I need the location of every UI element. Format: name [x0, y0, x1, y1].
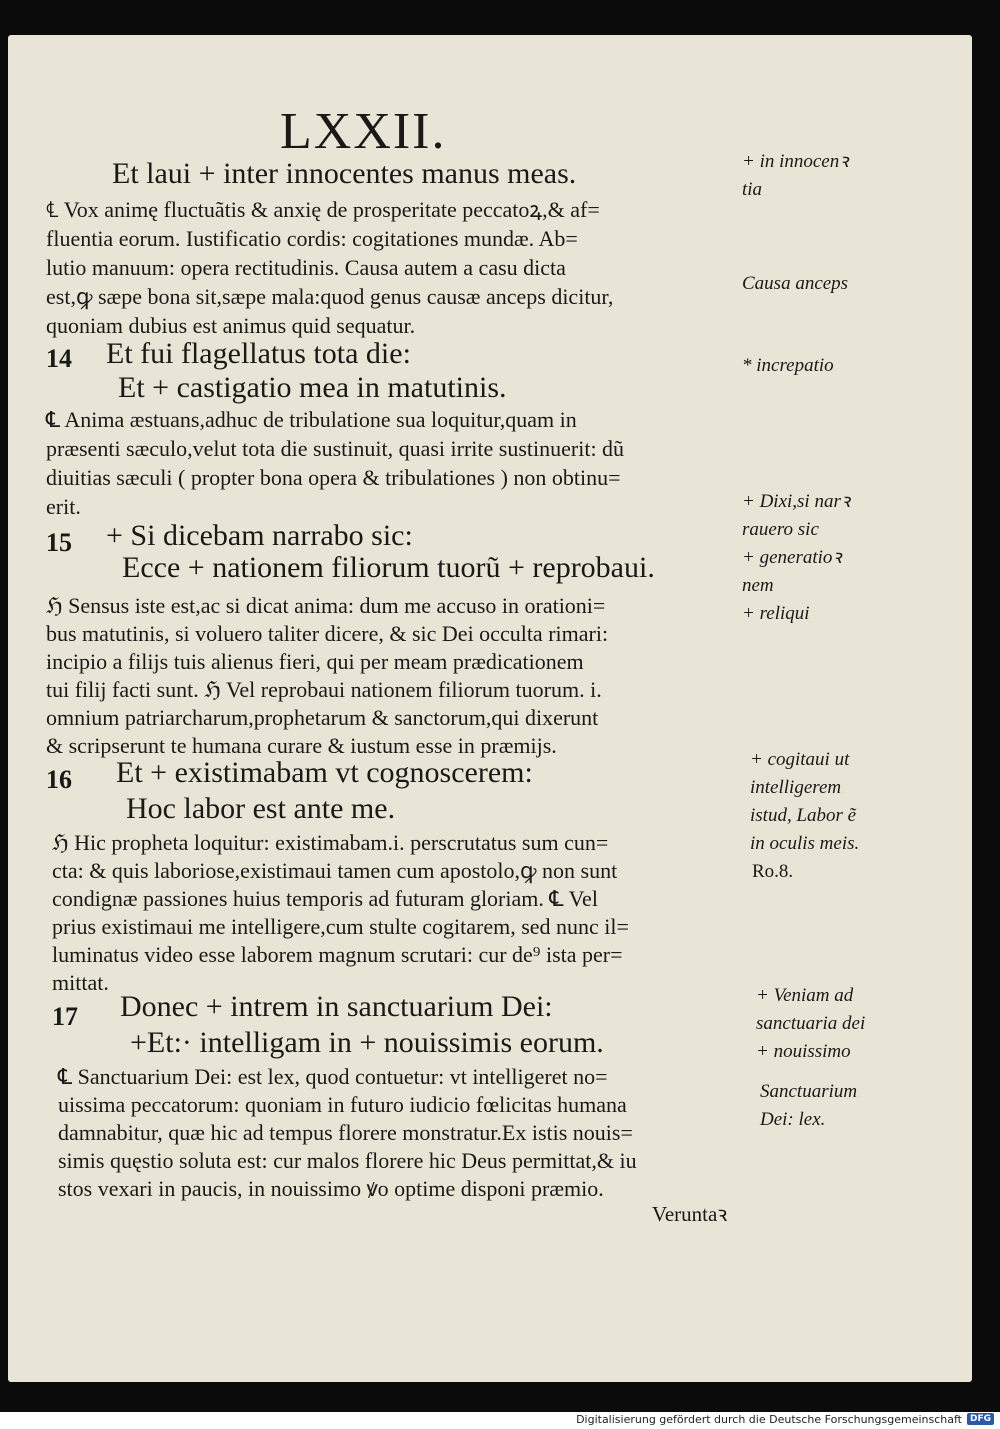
verse-line: Et laui + inter innocentes manus meas. [112, 157, 577, 190]
verse-line: +Et:· intelligam in + nouissimis eorum. [130, 1026, 604, 1059]
dfg-logo: DFG [967, 1413, 994, 1425]
verse-line: Et + existimabam vt cognoscerem: [116, 756, 533, 789]
marginal-note: nem [742, 575, 774, 596]
marginal-note: tia [742, 179, 763, 200]
verse-number: 15 [46, 528, 72, 557]
commentary-line: tui filij facti sunt. ℌ Vel reprobaui nationem filiorum tuorum. i. [46, 677, 602, 702]
verse-number: 16 [46, 765, 72, 794]
commentary-line: condignæ passiones huius temporis ad futuram gloriam. ℄ Vel [52, 886, 598, 911]
marginal-note: + generatioꝛ [742, 547, 842, 568]
commentary-line: ℄ Sanctuarium Dei: est lex, quod contuetur: vt intelligeret no= [58, 1064, 608, 1089]
commentary-line: & scripserunt te humana curare & iustum esse in præmijs. [46, 733, 557, 758]
marginal-note: Causa anceps [742, 273, 849, 294]
digitization-credit: Digitalisierung gefördert durch die Deutsche Forschungsgemeinschaft [576, 1413, 962, 1426]
marginal-note: + Veniam ad [756, 985, 854, 1006]
marginal-note: Sanctuarium [760, 1081, 858, 1102]
commentary-line: simis quęstio soluta est: cur malos florere hic Deus permittat,& iu [58, 1148, 637, 1173]
verse-line: + Si dicebam narrabo sic: [106, 519, 413, 552]
commentary-line: omnium patriarcharum,prophetarum & sanctorum,qui dixerunt [46, 705, 599, 730]
verse-line: Hoc labor est ante me. [126, 792, 396, 825]
marginal-note: sanctuaria dei [756, 1013, 866, 1034]
catchword: Veruntaꝛ [652, 1202, 728, 1226]
commentary-line: diuitias sæculi ( propter bona opera & tribulationes ) non obtinu= [46, 465, 621, 490]
marginal-note: intelligerem [750, 777, 842, 798]
commentary-line: damnabitur, quæ hic ad tempus florere monstratur.Ex istis nouis= [58, 1120, 633, 1145]
commentary-line: uissima peccatorum: quoniam in futuro iudicio fœlicitas humana [58, 1092, 627, 1117]
marginal-note: Ro.8. [752, 861, 794, 882]
commentary-line: stos vexari in paucis, in nouissimo ꝟo optime disponi præmio. [58, 1176, 604, 1201]
marginal-note: + Dixi,si narꝛ [742, 491, 850, 512]
marginal-note: + cogitaui ut [750, 749, 850, 770]
marginal-note: rauero sic [742, 519, 819, 540]
commentary-line: prius existimaui me intelligere,cum stulte cogitarem, sed nunc il= [52, 914, 629, 939]
commentary-line: fluentia eorum. Iustificatio cordis: cogitationes mundæ. Ab= [46, 226, 578, 251]
commentary-line: ℌ Sensus iste est,ac si dicat anima: dum me accuso in orationi= [46, 593, 606, 618]
commentary-line: ℄ Anima æstuans,adhuc de tribulatione sua loquitur,quam in [46, 407, 577, 432]
commentary-line: quoniam dubius est animus quid sequatur. [46, 313, 416, 338]
commentary-line: ℌ Hic propheta loquitur: existimabam.i. perscrutatus sum cun= [52, 830, 609, 855]
verse-line: Et fui flagellatus tota die: [106, 337, 411, 370]
verse-line: Et + castigatio mea in matutinis. [118, 371, 507, 404]
commentary-line: ℄ Vox animę fluctuãtis & anxię de prosperitate peccatoꝝ,& af= [46, 197, 600, 222]
marginal-note: + in innocenꝛ [742, 151, 849, 172]
verse-number: 14 [46, 344, 72, 373]
commentary-line: lutio manuum: opera rectitudinis. Causa autem a casu dicta [46, 255, 566, 280]
commentary-line: erit. [46, 494, 81, 519]
marginal-note: * increpatio [742, 355, 834, 376]
commentary-line: mittat. [52, 970, 109, 995]
marginal-note: in oculis meis. [750, 833, 860, 854]
commentary-line: est,ꝙ sæpe bona sit,sæpe mala:quod genus causæ anceps dicitur, [46, 284, 614, 309]
folio-number: LXXII. [280, 103, 447, 160]
marginal-note: istud, Labor ẽ [750, 805, 857, 826]
verse-line: Ecce + nationem filiorum tuorũ + reprobaui. [122, 551, 655, 584]
marginal-note: Dei: lex. [760, 1109, 826, 1130]
verse-number: 17 [52, 1002, 78, 1031]
marginal-note: + reliqui [742, 603, 810, 624]
verse-line: Donec + intrem in sanctuarium Dei: [120, 990, 553, 1023]
marginal-note: + nouissimo [756, 1041, 851, 1062]
commentary-line: bus matutinis, si voluero taliter dicere, & sic Dei occulta rimari: [46, 621, 609, 646]
commentary-line: præsenti sæculo,velut tota die sustinuit, quasi irrite sustinuerit: dũ [46, 436, 625, 461]
commentary-line: cta: & quis laboriose,existimaui tamen cum apostolo,ꝙ non sunt [52, 858, 618, 883]
commentary-line: incipio a filijs tuis alienus fieri, qui per meam prædicationem [46, 649, 584, 674]
commentary-line: luminatus video esse laborem magnum scrutari: cur de⁹ ista per= [52, 942, 623, 967]
